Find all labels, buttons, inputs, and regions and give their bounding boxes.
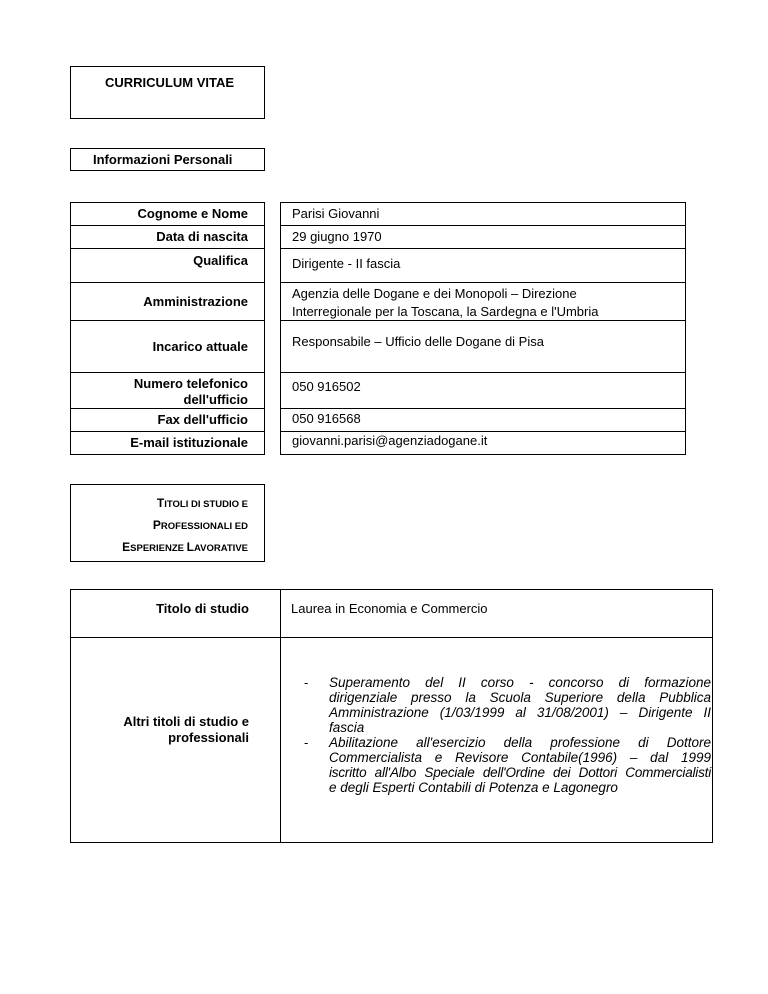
label-email-text: E-mail istituzionale — [130, 435, 248, 450]
label-telefono-line1: Numero telefonico — [133, 376, 248, 391]
titoli-l2a: P — [152, 518, 161, 532]
study-table-divider-right — [280, 637, 713, 638]
value-email-text: giovanni.parisi@agenziadogane.it — [292, 433, 488, 448]
label-amministrazione-text: Amministrazione — [143, 294, 248, 309]
study-table-divider-left — [70, 637, 280, 638]
titoli-l1a: T — [156, 496, 165, 510]
value-amministrazione-line2: Interregionale per la Toscana, la Sardegna e l'Umbria — [292, 304, 599, 319]
value-qualifica-text: Dirigente - II fascia — [292, 256, 401, 271]
label-nome — [70, 202, 265, 226]
titoli-section-title — [122, 493, 248, 559]
titoli-l2b: ROFESSIONALI ED — [160, 521, 248, 532]
label-altri-titoli — [70, 714, 249, 746]
value-amministrazione — [280, 282, 686, 321]
study-item-1-line3: Amministrazione (1/03/1999 al 31/08/2001) – Dirigente II — [329, 705, 711, 720]
label-fax-text: Fax dell'ufficio — [157, 412, 248, 427]
label-telefono — [70, 372, 265, 409]
study-item-1-line4: fascia — [329, 720, 365, 735]
titoli-l3a: E — [122, 540, 131, 554]
value-email — [280, 431, 686, 455]
label-fax — [70, 408, 265, 432]
label-incarico — [70, 320, 265, 373]
value-amministrazione-line1: Agenzia delle Dogane e dei Monopoli – Direzione — [292, 286, 577, 301]
label-altri-line1: Altri titoli di studio e — [123, 714, 249, 729]
bullet-dash-1: - — [304, 675, 309, 690]
label-qualifica-text: Qualifica — [193, 253, 248, 268]
label-nascita — [70, 225, 265, 249]
label-qualifica — [70, 248, 265, 283]
titoli-l1b: ITOLI DI STUDIO E — [164, 499, 248, 510]
study-item-2-line1: Abilitazione all'esercizio della professione di Dottore — [329, 735, 711, 750]
label-altri-line2: professionali — [168, 730, 249, 745]
value-incarico-text: Responsabile – Ufficio delle Dogane di Pisa — [292, 334, 544, 349]
label-incarico-text: Incarico attuale — [152, 339, 248, 354]
label-titolo-studio: Titolo di studio — [156, 601, 249, 616]
label-amministrazione — [70, 282, 265, 321]
label-nascita-text: Data di nascita — [156, 229, 248, 244]
value-nome — [280, 202, 686, 226]
value-titolo-studio: Laurea in Economia e Commercio — [291, 601, 488, 616]
value-nome-text: Parisi Giovanni — [292, 206, 380, 221]
label-nome-text: Cognome e Nome — [137, 206, 248, 221]
titoli-l3c: L — [186, 540, 194, 554]
personal-section-title: Informazioni Personali — [93, 152, 233, 167]
study-item-2-line2: Commercialista e Revisore Contabile(1996) – dal 1999 — [329, 750, 711, 765]
study-item-2 — [329, 735, 711, 795]
personal-section-box — [70, 148, 265, 171]
label-email — [70, 431, 265, 455]
titoli-section-box — [70, 484, 265, 562]
study-item-1 — [329, 675, 711, 735]
value-qualifica — [280, 248, 686, 283]
value-incarico — [280, 320, 686, 373]
cv-title-box — [70, 66, 265, 119]
study-item-2-line4: e degli Esperti Contabili di Potenza e Lagonegro — [329, 780, 618, 795]
study-item-1-line1: Superamento del II corso - concorso di formazione — [329, 675, 711, 690]
label-telefono-line2: dell'ufficio — [183, 392, 248, 407]
titoli-l3b: SPERIENZE — [130, 543, 187, 554]
cv-title: CURRICULUM VITAE — [105, 75, 235, 90]
value-nascita — [280, 225, 686, 249]
value-fax-text: 050 916568 — [292, 411, 361, 426]
titoli-l3d: AVORATIVE — [193, 543, 248, 554]
value-telefono — [280, 372, 686, 409]
value-telefono-text: 050 916502 — [292, 379, 361, 394]
study-item-1-line2: dirigenziale presso la Scuola Superiore della Pubblica — [329, 690, 711, 705]
bullet-dash-2: - — [304, 735, 309, 750]
study-item-2-line3: iscritto all'Albo Speciale dell'Ordine dei Dottori Commercialisti — [329, 765, 711, 780]
value-fax — [280, 408, 686, 432]
value-nascita-text: 29 giugno 1970 — [292, 229, 382, 244]
